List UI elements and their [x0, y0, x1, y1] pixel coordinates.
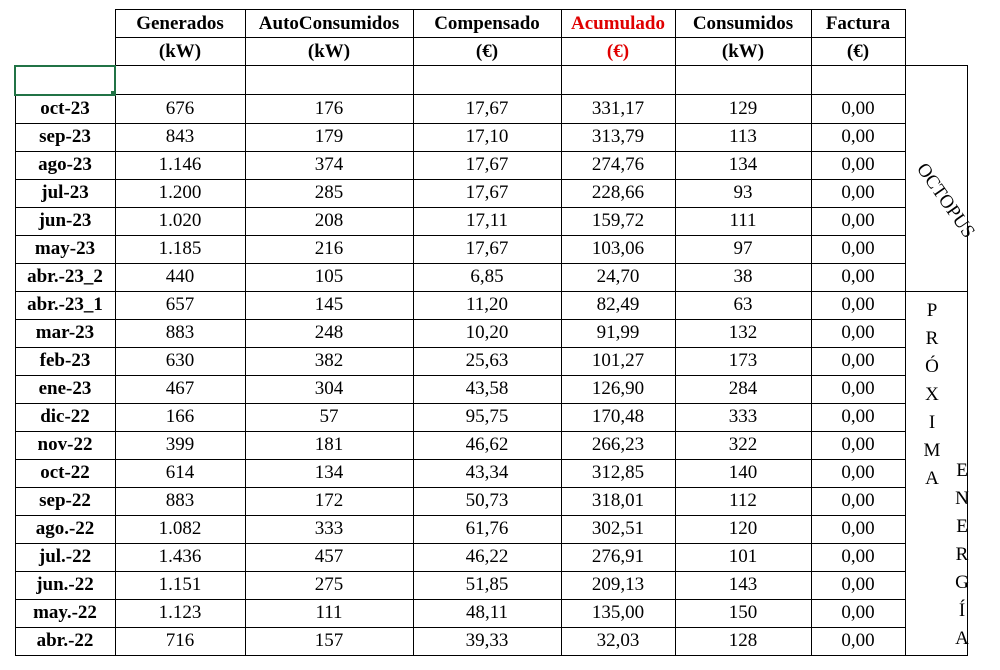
row-label[interactable]: abr.-23_2	[15, 263, 115, 291]
table-cell[interactable]: 0,00	[811, 487, 905, 515]
table-cell[interactable]: 285	[245, 179, 413, 207]
table-cell[interactable]: 1.200	[115, 179, 245, 207]
table-row	[15, 627, 967, 655]
table-cell[interactable]: 143	[675, 571, 811, 599]
table-cell[interactable]: 134	[245, 459, 413, 487]
header-top-5[interactable]: Factura	[811, 10, 905, 38]
table-cell[interactable]: 61,76	[413, 515, 561, 543]
table-cell[interactable]: 6,85	[413, 263, 561, 291]
table-cell[interactable]: 843	[115, 123, 245, 151]
corner-cell	[15, 10, 115, 38]
table-cell[interactable]: 179	[245, 123, 413, 151]
table-cell[interactable]: 63	[675, 291, 811, 319]
table-cell[interactable]: 313,79	[561, 123, 675, 151]
row-label[interactable]: jun.-22	[15, 571, 115, 599]
table-cell[interactable]: 333	[675, 403, 811, 431]
header-top-3[interactable]: Acumulado	[561, 10, 675, 38]
table-row	[15, 179, 967, 207]
table-cell[interactable]: 1.185	[115, 235, 245, 263]
header-bottom-1[interactable]: (kW)	[245, 38, 413, 66]
table-cell[interactable]: 172	[245, 487, 413, 515]
table-cell[interactable]: 176	[245, 95, 413, 124]
header-bottom-2[interactable]: (€)	[413, 38, 561, 66]
table-cell[interactable]: 0,00	[811, 123, 905, 151]
table-cell[interactable]: 95,75	[413, 403, 561, 431]
table-cell[interactable]: 150	[675, 599, 811, 627]
table-cell[interactable]: 120	[675, 515, 811, 543]
table-cell[interactable]: 382	[245, 347, 413, 375]
table-row	[15, 571, 967, 599]
row-label[interactable]: sep-22	[15, 487, 115, 515]
table-cell[interactable]: 1.123	[115, 599, 245, 627]
table-cell[interactable]: 43,58	[413, 375, 561, 403]
proxima-letter: M	[923, 440, 941, 461]
table-cell[interactable]: 374	[245, 151, 413, 179]
header-row-bottom	[15, 38, 967, 66]
table-cell[interactable]: 38	[675, 263, 811, 291]
table-cell[interactable]: 10,20	[413, 319, 561, 347]
table-cell[interactable]: 266,23	[561, 431, 675, 459]
table-cell[interactable]: 440	[115, 263, 245, 291]
table-row	[15, 123, 967, 151]
row-label[interactable]: nov-22	[15, 431, 115, 459]
table-cell[interactable]: 11,20	[413, 291, 561, 319]
blank-row	[15, 66, 967, 95]
header-top-2[interactable]: Compensado	[413, 10, 561, 38]
table-cell[interactable]: 111	[245, 599, 413, 627]
blank-cell[interactable]	[675, 66, 811, 95]
table-row	[15, 347, 967, 375]
table-row	[15, 599, 967, 627]
table-cell[interactable]: 614	[115, 459, 245, 487]
row-label[interactable]: abr.-22	[15, 627, 115, 655]
table-cell[interactable]: 17,10	[413, 123, 561, 151]
table-cell[interactable]: 0,00	[811, 627, 905, 655]
row-label[interactable]: sep-23	[15, 123, 115, 151]
table-cell[interactable]: 274,76	[561, 151, 675, 179]
table-cell[interactable]: 17,67	[413, 95, 561, 124]
header-bottom-5[interactable]: (€)	[811, 38, 905, 66]
table-row	[15, 291, 967, 319]
blank-cell[interactable]	[811, 66, 905, 95]
table-cell[interactable]: 46,62	[413, 431, 561, 459]
header-top-0[interactable]: Generados	[115, 10, 245, 38]
table-cell[interactable]: 128	[675, 627, 811, 655]
table-cell[interactable]: 0,00	[811, 375, 905, 403]
header-spacer	[905, 38, 967, 66]
table-cell[interactable]: 0,00	[811, 291, 905, 319]
row-label[interactable]: oct-22	[15, 459, 115, 487]
header-row-top	[15, 10, 967, 38]
table-cell[interactable]: 248	[245, 319, 413, 347]
table-cell[interactable]: 112	[675, 487, 811, 515]
row-label[interactable]: may-23	[15, 235, 115, 263]
energia-letter: G	[955, 572, 969, 593]
proxima-letter: I	[928, 412, 936, 433]
table-cell[interactable]: 0,00	[811, 459, 905, 487]
table-row	[15, 487, 967, 515]
table-row	[15, 207, 967, 235]
table-cell[interactable]: 276,91	[561, 543, 675, 571]
energia-letter: N	[955, 488, 969, 509]
energia-letter: E	[956, 460, 968, 481]
proxima-letter: X	[925, 384, 939, 405]
table-row	[15, 515, 967, 543]
row-label[interactable]: dic-22	[15, 403, 115, 431]
table-cell[interactable]: 48,11	[413, 599, 561, 627]
table-cell[interactable]: 216	[245, 235, 413, 263]
table-cell[interactable]: 0,00	[811, 263, 905, 291]
header-bottom-0[interactable]: (kW)	[115, 38, 245, 66]
table-cell[interactable]: 101,27	[561, 347, 675, 375]
blank-cell[interactable]	[413, 66, 561, 95]
table-cell[interactable]: 132	[675, 319, 811, 347]
row-label[interactable]: oct-23	[15, 95, 115, 124]
table-cell[interactable]: 630	[115, 347, 245, 375]
table-cell[interactable]: 0,00	[811, 151, 905, 179]
table-cell[interactable]: 39,33	[413, 627, 561, 655]
row-label[interactable]: ene-23	[15, 375, 115, 403]
table-cell[interactable]: 24,70	[561, 263, 675, 291]
blank-cell[interactable]	[561, 66, 675, 95]
table-cell[interactable]: 17,11	[413, 207, 561, 235]
table-cell[interactable]: 46,22	[413, 543, 561, 571]
row-label[interactable]: may.-22	[15, 599, 115, 627]
row-label[interactable]: jul.-22	[15, 543, 115, 571]
table-cell[interactable]: 129	[675, 95, 811, 124]
table-cell[interactable]: 134	[675, 151, 811, 179]
table-cell[interactable]: 0,00	[811, 543, 905, 571]
table-cell[interactable]: 140	[675, 459, 811, 487]
table-cell[interactable]: 304	[245, 375, 413, 403]
table-cell[interactable]: 209,13	[561, 571, 675, 599]
table-row	[15, 375, 967, 403]
table-cell[interactable]: 51,85	[413, 571, 561, 599]
row-label[interactable]: feb-23	[15, 347, 115, 375]
table-row	[15, 95, 967, 124]
table-cell[interactable]: 284	[675, 375, 811, 403]
table-cell[interactable]: 0,00	[811, 235, 905, 263]
table-cell[interactable]: 302,51	[561, 515, 675, 543]
table-cell[interactable]: 111	[675, 207, 811, 235]
table-cell[interactable]: 103,06	[561, 235, 675, 263]
table-cell[interactable]: 0,00	[811, 179, 905, 207]
table-row	[15, 235, 967, 263]
table-cell[interactable]: 17,67	[413, 151, 561, 179]
table-cell[interactable]: 82,49	[561, 291, 675, 319]
table-cell[interactable]: 275	[245, 571, 413, 599]
table-cell[interactable]: 322	[675, 431, 811, 459]
table-cell[interactable]: 1.151	[115, 571, 245, 599]
row-label[interactable]: ago.-22	[15, 515, 115, 543]
table-cell[interactable]: 1.146	[115, 151, 245, 179]
row-label[interactable]: jun-23	[15, 207, 115, 235]
table-cell[interactable]: 1.082	[115, 515, 245, 543]
table-cell[interactable]: 17,67	[413, 179, 561, 207]
octopus-label: OCTOPUS	[912, 159, 979, 243]
table-cell[interactable]: 0,00	[811, 571, 905, 599]
energia-letter: Í	[958, 600, 966, 621]
table-row	[15, 543, 967, 571]
table-cell[interactable]: 166	[115, 403, 245, 431]
table-cell[interactable]: 157	[245, 627, 413, 655]
table-cell[interactable]: 93	[675, 179, 811, 207]
blank-cell[interactable]	[115, 66, 245, 95]
table-cell[interactable]: 57	[245, 403, 413, 431]
table-cell[interactable]: 135,00	[561, 599, 675, 627]
table-cell[interactable]: 105	[245, 263, 413, 291]
header-top-4[interactable]: Consumidos	[675, 10, 811, 38]
table-cell[interactable]: 50,73	[413, 487, 561, 515]
row-label[interactable]: abr.-23_1	[15, 291, 115, 319]
table-cell[interactable]: 0,00	[811, 403, 905, 431]
table-cell[interactable]: 170,48	[561, 403, 675, 431]
table-cell[interactable]: 101	[675, 543, 811, 571]
table-cell[interactable]: 208	[245, 207, 413, 235]
table-cell[interactable]: 32,03	[561, 627, 675, 655]
table-cell[interactable]: 97	[675, 235, 811, 263]
table-cell[interactable]: 17,67	[413, 235, 561, 263]
table-cell[interactable]: 716	[115, 627, 245, 655]
table-cell[interactable]: 676	[115, 95, 245, 124]
data-table	[14, 9, 968, 656]
corner-cell	[15, 38, 115, 66]
table-cell[interactable]: 457	[245, 543, 413, 571]
table-cell[interactable]: 883	[115, 319, 245, 347]
table-cell[interactable]: 228,66	[561, 179, 675, 207]
blank-cell[interactable]	[245, 66, 413, 95]
table-cell[interactable]: 467	[115, 375, 245, 403]
header-spacer	[905, 10, 967, 38]
table-cell[interactable]: 173	[675, 347, 811, 375]
proxima-letter: R	[925, 328, 939, 349]
table-cell[interactable]: 159,72	[561, 207, 675, 235]
row-label[interactable]: mar-23	[15, 319, 115, 347]
row-label[interactable]: ago-23	[15, 151, 115, 179]
header-bottom-3[interactable]: (€)	[561, 38, 675, 66]
row-label[interactable]: jul-23	[15, 179, 115, 207]
table-cell[interactable]: 113	[675, 123, 811, 151]
table-cell[interactable]: 126,90	[561, 375, 675, 403]
table-cell[interactable]: 0,00	[811, 431, 905, 459]
table-cell[interactable]: 312,85	[561, 459, 675, 487]
table-row	[15, 403, 967, 431]
table-row	[15, 431, 967, 459]
table-row	[15, 319, 967, 347]
proxima-letter: Ó	[925, 356, 939, 377]
header-bottom-4[interactable]: (kW)	[675, 38, 811, 66]
energia-letter: E	[956, 516, 968, 537]
table-cell[interactable]: 0,00	[811, 515, 905, 543]
table-cell[interactable]: 0,00	[811, 95, 905, 124]
table-cell[interactable]: 1.020	[115, 207, 245, 235]
table-row	[15, 459, 967, 487]
proxima-letter: P	[926, 300, 938, 321]
energia-letter: R	[955, 544, 969, 565]
table-cell[interactable]: 657	[115, 291, 245, 319]
table-cell[interactable]: 399	[115, 431, 245, 459]
table-cell[interactable]: 331,17	[561, 95, 675, 124]
table-cell[interactable]: 43,34	[413, 459, 561, 487]
table-row	[15, 151, 967, 179]
table-cell[interactable]: 181	[245, 431, 413, 459]
table-cell[interactable]: 0,00	[811, 319, 905, 347]
proxima-letter: A	[925, 468, 939, 489]
table-cell[interactable]: 0,00	[811, 207, 905, 235]
table-cell[interactable]: 25,63	[413, 347, 561, 375]
table-cell[interactable]: 883	[115, 487, 245, 515]
table-cell[interactable]: 91,99	[561, 319, 675, 347]
table-cell[interactable]: 1.436	[115, 543, 245, 571]
table-cell[interactable]: 318,01	[561, 487, 675, 515]
energia-letter: A	[955, 628, 969, 649]
header-top-1[interactable]: AutoConsumidos	[245, 10, 413, 38]
table-cell[interactable]: 0,00	[811, 347, 905, 375]
table-cell[interactable]: 0,00	[811, 599, 905, 627]
table-row	[15, 263, 967, 291]
selected-cell[interactable]	[15, 66, 115, 95]
table-cell[interactable]: 145	[245, 291, 413, 319]
table-cell[interactable]: 333	[245, 515, 413, 543]
